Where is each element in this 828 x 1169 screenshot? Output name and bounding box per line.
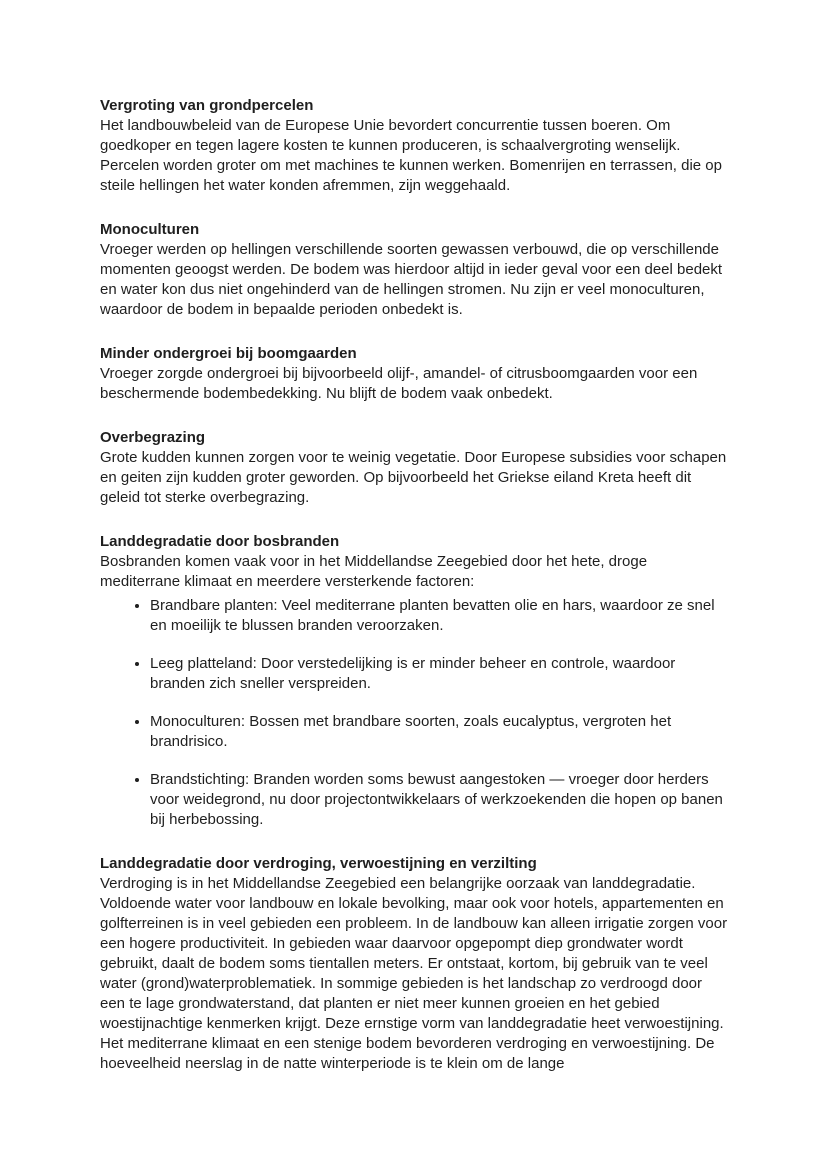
section-monoculturen [100, 220, 728, 320]
section-heading: Landdegradatie door verdroging, verwoestijning en verzilting [100, 855, 537, 872]
bullet-item-brandbare-planten: • Brandbare planten: Veel mediterrane planten bevatten olie en hars, waardoor ze snel en moeilijk te blussen branden veroorzaken. [150, 596, 728, 636]
section-paragraph: Het landbouwbeleid van de Europese Unie bevordert concurrentie tussen boeren. Om goedkoper en tegen lagere kosten te kunnen produceren, is schaalvergroting wenselijk. Percelen worden groter om met machines te kunnen werken. Bomenrijen en terrassen, die op steile hellingen het water konden afremmen, zijn weggehaald. [100, 117, 722, 194]
section-paragraph: Grote kudden kunnen zorgen voor te weinig vegetatie. Door Europese subsidies voor schapen en geiten zijn kudden groter geworden. Op bijvoorbeeld het Griekse eiland Kreta heeft dit geleid tot sterke overbegrazing. [100, 449, 727, 506]
section-vergroting-van-grondpercelen [100, 96, 728, 196]
section-landdegradatie-door-bosbranden [100, 532, 728, 830]
section-minder-ondergroei-bij-boomgaarden [100, 344, 728, 404]
section-heading: Vergroting van grondpercelen [100, 97, 314, 114]
section-paragraph: Vroeger werden op hellingen verschillende soorten gewassen verbouwd, die op verschillende momenten geoogst werden. De bodem was hierdoor altijd in ieder geval voor een deel bedekt en water kon dus niet ongehinderd van de hellingen stromen. Nu zijn er veel monoculturen, waardoor de bodem in bepaalde perioden onbedekt is. [100, 241, 723, 318]
section-heading: Monoculturen [100, 221, 200, 238]
section-paragraph: Verdroging is in het Middellandse Zeegebied een belangrijke oorzaak van landdegradatie. Voldoende water voor landbouw en lokale bevolking, maar ook voor hotels, appartementen en golfterreinen is in veel gebieden een probleem. In de landbouw kan alleen irrigatie zorgen voor een hogere productiviteit. In gebieden waar daarvoor opgepompt diep grondwater wordt gebruikt, daalt de bodem soms tientallen meters. Er ontstaat, kortom, bij gebruik van te veel water (grond)waterproblematiek. In sommige gebieden is het landschap zo verdroogd door een te lage grondwaterstand, dat planten er niet meer kunnen groeien en het gebied woestijnachtige kenmerken krijgt. Deze ernstige vorm van landdegradatie heet verwoestijning. Het mediterrane klimaat en een stenige bodem bevorderen verdroging en verwoestijning. De hoeveelheid neerslag in de natte winterperiode is te klein om de lange [100, 875, 728, 1072]
section-heading: Overbegrazing [100, 429, 206, 446]
section-landdegradatie-door-verdroging [100, 854, 728, 1074]
section-heading: Minder ondergroei bij boomgaarden [100, 345, 357, 362]
section-paragraph: Bosbranden komen vaak voor in het Middellandse Zeegebied door het hete, droge mediterrane klimaat en meerdere versterkende factoren: [100, 553, 648, 590]
bullet-item-leeg-platteland: • Leeg platteland: Door verstedelijking is er minder beheer en controle, waardoor branden zich sneller verspreiden. [150, 654, 728, 694]
section-heading: Landdegradatie door bosbranden [100, 533, 340, 550]
bullet-list [100, 596, 728, 830]
bullet-item-monoculturen: • Monoculturen: Bossen met brandbare soorten, zoals eucalyptus, vergroten het brandrisico. [150, 712, 728, 752]
section-paragraph: Vroeger zorgde ondergroei bij bijvoorbeeld olijf-, amandel- of citrusboomgaarden voor een beschermende bodembedekking. Nu blijft de bodem vaak onbedekt. [100, 365, 698, 402]
bullet-item-brandstichting: • Brandstichting: Branden worden soms bewust aangestoken — vroeger door herders voor weidegrond, nu door projectontwikkelaars of werkzoekenden die hopen op banen bij herbebossing. [150, 770, 728, 830]
section-overbegrazing [100, 428, 728, 508]
